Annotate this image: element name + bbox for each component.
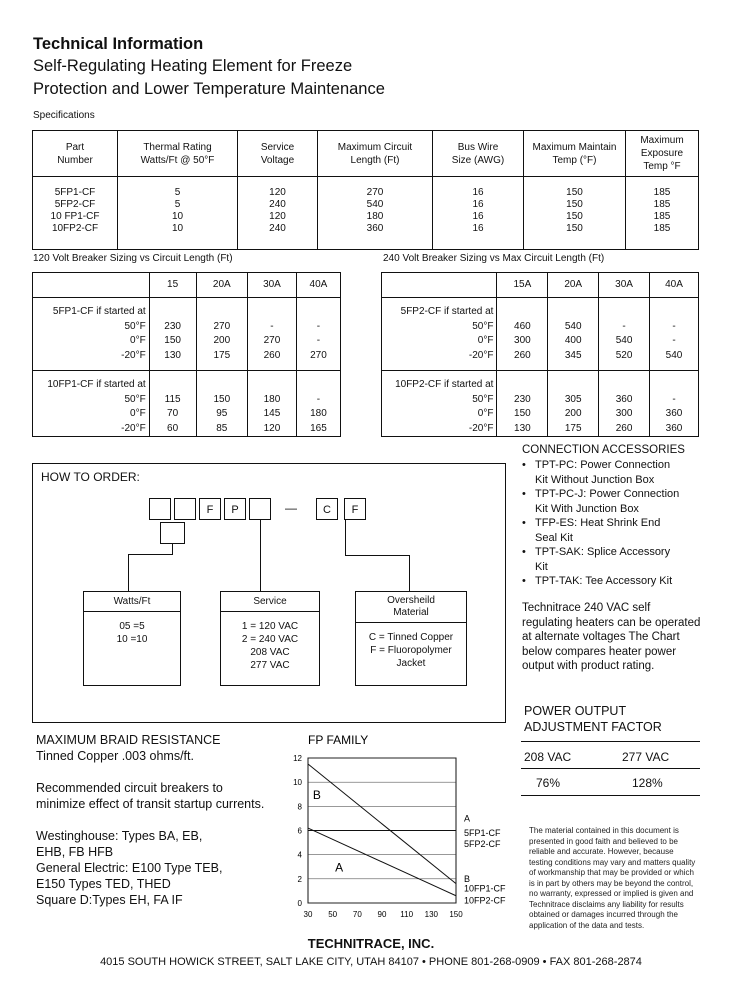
table-cell: 0°F [477,408,494,419]
breaker-brand-line: Westinghouse: Types BA, EB, [36,829,203,843]
accessory-text: TPT-PC: Power Connection Kit Without Junction Box [535,459,671,486]
table-cell: 10 FP1-CF [33,211,118,223]
table-row [33,422,341,437]
accessory-text: TPT-PC-J: Power Connection Kit With Junction Box [535,488,680,515]
series-end-label: B [464,873,471,884]
table-cell: 70 [149,407,196,422]
breaker-120-title: 120 Volt Breaker Sizing vs Circuit Length (Ft) [33,253,233,264]
table-cell: 10 [118,223,238,250]
series-line [308,828,456,896]
table-cell: 175 [548,422,599,437]
series-end-label: 5FP1-CF [464,827,501,838]
x-tick-label: 90 [377,910,387,919]
table-cell: 540 [599,334,650,349]
table-cell: 180 [248,393,297,408]
order-code-cell [249,498,271,520]
divider [521,768,700,769]
spec-header: Part Number [33,131,118,177]
bullet-icon: • [522,575,526,587]
power-output-title-1: POWER OUTPUT [524,704,627,718]
divider [521,741,700,742]
table-cell: 16 [433,223,524,250]
order-code-cell [149,498,171,520]
table-cell: 240 [238,199,318,211]
bullet-icon: • [522,459,526,471]
table-cell: 345 [548,349,599,371]
box-line: F = Fluoropolymer [370,645,452,656]
breaker-120-table [32,272,341,437]
table-cell: 300 [599,407,650,422]
power-header-208: 208 VAC [524,750,572,764]
x-tick-label: 110 [400,910,414,919]
table-cell: 150 [524,211,626,223]
table-row [382,298,699,320]
breaker-recommendation: Recommended circuit breakers to minimize effect of transit startup currents. [36,781,265,811]
table-cell: 0°F [477,335,494,346]
connector-line [409,555,410,592]
breaker-brand-line: Square D:Types EH, FA IF [36,893,183,907]
table-cell: -20°F [382,349,497,371]
accessory-text: TPT-SAK: Splice Accessory Kit [535,546,671,573]
table-cell: 185 [653,223,671,234]
chart-title: FP FAMILY [308,733,369,747]
table-row [33,349,341,371]
table-cell: 5 [118,199,238,211]
table-row [382,422,699,437]
table-cell: 5 [118,177,238,200]
table-row [382,407,699,422]
table-cell: 260 [248,349,297,371]
spec-header: Maximum Maintain Temp (°F) [524,131,626,177]
table-cell: 240 [238,223,318,250]
bullet-icon: • [522,488,526,500]
table-cell: 540 [318,199,433,211]
connector-line [172,544,173,554]
divider [521,795,700,796]
order-code-cell: F [344,498,366,520]
spec-header: Service Voltage [238,131,318,177]
table-cell: 165 [296,422,340,437]
breaker-brand-line: E150 Types TED, THED [36,877,171,891]
table-cell: 540 [548,320,599,335]
table-cell: 5FP2-CF [33,199,118,211]
table-row [382,320,699,335]
table-cell: 50°F [472,393,494,405]
group-label: 5FP1-CF if started at [52,306,146,317]
table-cell: 10 [118,211,238,223]
spec-header: Maximum Circuit Length (Ft) [318,131,433,177]
table-row [33,371,341,393]
table-cell: 60 [149,422,196,437]
breaker-header: 30A [599,273,650,298]
table-cell: 400 [548,334,599,349]
subtitle-line-2: Protection and Lower Temperature Maintenance [33,80,385,98]
table-cell: 260 [599,422,650,437]
table-cell: 145 [248,407,297,422]
series-end-label: 10FP1-CF [464,883,506,894]
breaker-brand-line: General Electric: E100 Type TEB, [36,861,223,875]
box-line: 277 VAC [250,660,290,671]
table-row [382,371,699,393]
series-end-label: A [464,813,471,824]
power-header-277: 277 VAC [622,750,670,764]
order-code-cell: P [224,498,246,520]
y-tick-label: 6 [297,826,302,836]
table-cell: 0°F [130,335,146,346]
page-title: Technical Information [33,35,204,53]
accessories-list [522,458,722,589]
y-tick-label: 10 [293,778,302,788]
table-cell: 180 [318,211,433,223]
specifications-table [32,130,699,250]
order-dash: — [285,501,297,515]
table-cell: 85 [196,422,248,437]
table-cell: 50°F [124,393,146,405]
y-tick-label: 4 [297,850,302,860]
braid-line: Tinned Copper .003 ohms/ft. [36,749,194,763]
company-name: TECHNITRACE, INC. [307,936,435,951]
order-code-cell: C [316,498,338,520]
table-cell: 260 [497,349,548,371]
box-line: 05 =5 [119,621,145,632]
fp-family-chart [280,730,520,930]
table-cell: 520 [599,349,650,371]
how-to-order-title: HOW TO ORDER: [41,470,140,484]
breaker-header: 40A [296,273,340,298]
breaker-240-title: 240 Volt Breaker Sizing vs Max Circuit Length (Ft) [383,253,605,264]
material-header: Oversheild Material [356,592,466,623]
table-cell: 16 [433,177,524,200]
breaker-header: 40A [649,273,698,298]
region-label-b: B [312,788,321,803]
table-cell: - [296,320,340,335]
series-end-label: 5FP2-CF [464,838,501,849]
table-cell: 230 [497,393,548,408]
table-row [33,199,699,211]
accessory-text: TFP-ES: Heat Shrink End Seal Kit [535,517,661,544]
breaker-header: 15A [497,273,548,298]
table-cell: 120 [238,177,318,200]
box-line: 10 =10 [116,634,148,645]
table-cell: 10FP2-CF [33,223,118,250]
blank-header [382,273,497,298]
bullet-icon: • [522,517,526,529]
table-cell: 200 [548,407,599,422]
box-line: 2 = 240 VAC [241,634,299,645]
x-tick-label: 150 [449,910,463,919]
table-cell: 150 [524,223,626,250]
table-cell: 120 [248,422,297,437]
blank-header [33,273,150,298]
order-code-cell: F [199,498,221,520]
region-label-a: A [335,860,344,875]
table-cell: 300 [497,334,548,349]
table-cell: 16 [433,211,524,223]
table-cell: 150 [524,177,626,200]
power-output-title [524,703,662,735]
power-output-title-2: ADJUSTMENT FACTOR [524,720,662,734]
box-line: Jacket [396,658,426,669]
table-cell: 360 [318,223,433,250]
table-cell: 130 [497,422,548,437]
table-cell: 305 [548,393,599,408]
accessory-item [522,458,722,487]
breaker-header: 20A [548,273,599,298]
table-row [382,349,699,371]
table-cell: 185 [653,211,671,222]
table-cell: - [649,334,698,349]
table-cell: 460 [497,320,548,335]
watts-ft-header: Watts/Ft [84,592,180,612]
service-header: Service [221,592,319,612]
table-cell: 150 [196,393,248,408]
table-cell: 360 [649,407,698,422]
table-cell: -20°F [468,422,494,434]
table-row [33,393,341,408]
spec-header: Maximum Exposure Temp °F [626,131,699,177]
table-cell: 270 [248,334,297,349]
accessory-item [522,574,722,589]
table-cell: 270 [318,177,433,200]
table-row [33,298,341,320]
oversheild-material-box [355,591,467,686]
accessory-item [522,487,722,516]
table-cell: 50°F [472,320,494,332]
connector-line [260,520,261,592]
table-cell: 270 [296,349,340,371]
connector-line [128,554,129,592]
table-row [33,320,341,335]
breaker-header: 30A [248,273,297,298]
breaker-brand-list [36,828,222,908]
table-row [33,177,699,200]
x-tick-label: 30 [303,910,313,919]
group-label: 10FP2-CF if started at [395,379,494,390]
table-cell: 200 [196,334,248,349]
table-cell: - [248,320,297,335]
table-row [33,407,341,422]
watts-ft-box [83,591,181,686]
order-code-cell-sub [160,522,185,544]
table-cell: 185 [653,199,671,210]
table-cell: 150 [524,199,626,211]
breaker-header: 15 [149,273,196,298]
table-cell: - [296,393,340,408]
x-tick-label: 130 [424,910,439,919]
table-cell: 120 [238,211,318,223]
box-line: 208 VAC [250,647,290,658]
group-label: 5FP2-CF if started at [400,306,494,317]
order-code-cell [174,498,196,520]
company-address: 4015 SOUTH HOWICK STREET, SALT LAKE CITY, UTAH 84107 • PHONE 801-268-0909 • FAX 801-268-2874 [100,956,642,968]
disclaimer-text: The material contained in this document is presented in good faith and believed to be reliable and accurate. However, because testing conditions may vary and matters quality of workmanship that may be provided or which is in part by others may be beyond the control, no warranty, expressed or implied is given and Technitrace disclaims any liability for results obtained or damages incurred through the application of the data and tests. [529,826,696,930]
table-cell: 95 [196,407,248,422]
bullet-icon: • [522,546,526,558]
breaker-240-table [381,272,699,437]
x-tick-label: 70 [352,910,362,919]
table-cell: - [649,320,698,335]
breaker-brand-line: EHB, FB HFB [36,845,114,859]
series-end-label: 10FP2-CF [464,895,506,906]
table-cell: 150 [149,334,196,349]
table-row [33,211,699,223]
connector-line [345,555,409,556]
table-row [382,393,699,408]
table-cell: 185 [653,187,671,198]
table-cell: 130 [149,349,196,371]
table-cell: -20°F [121,422,146,434]
braid-title: MAXIMUM BRAID RESISTANCE [36,733,221,747]
accessory-text: TPT-TAK: Tee Accessory Kit [535,575,673,587]
power-value-208: 76% [536,776,561,790]
table-cell: 5FP1-CF [33,177,118,200]
y-tick-label: 2 [297,874,302,884]
table-cell: 540 [649,349,698,371]
subtitle-line-1: Self-Regulating Heating Element for Freeze [33,57,353,75]
box-line: C = Tinned Copper [368,632,454,643]
table-cell: -20°F [33,349,150,371]
y-tick-label: 8 [297,802,302,812]
table-cell: 50°F [124,320,146,332]
table-cell: 16 [433,199,524,211]
table-row [33,223,699,250]
table-cell: 150 [497,407,548,422]
accessory-item [522,545,722,574]
box-line: 1 = 120 VAC [241,621,299,632]
table-cell: - [649,393,698,408]
group-label: 10FP1-CF if started at [47,379,146,390]
service-box [220,591,320,686]
table-cell: 230 [149,320,196,335]
accessories-paragraph: Technitrace 240 VAC self regulating heaters can be operated at alternate voltages The Chart below compares heater power output with product rating. [522,602,701,672]
y-tick-label: 12 [293,754,302,763]
table-cell: 0°F [130,408,146,419]
connector-line [128,554,173,555]
accessories-title: CONNECTION ACCESSORIES [522,444,685,456]
connector-line [345,520,346,555]
table-cell: 360 [599,393,650,408]
table-cell: - [599,320,650,335]
table-cell: 180 [296,407,340,422]
table-cell: 115 [149,393,196,408]
table-cell: 270 [196,320,248,335]
table-row [33,334,341,349]
table-cell: 175 [196,349,248,371]
spec-header: Thermal Rating Watts/Ft @ 50°F [118,131,238,177]
accessory-item [522,516,722,545]
power-value-277: 128% [632,776,663,790]
specifications-label: Specifications [33,110,95,121]
y-tick-label: 0 [297,899,302,908]
table-cell: 360 [649,422,698,437]
table-row [382,334,699,349]
table-cell: - [296,334,340,349]
x-tick-label: 50 [328,910,338,919]
spec-header: Bus Wire Size (AWG) [433,131,524,177]
breaker-header: 20A [196,273,248,298]
